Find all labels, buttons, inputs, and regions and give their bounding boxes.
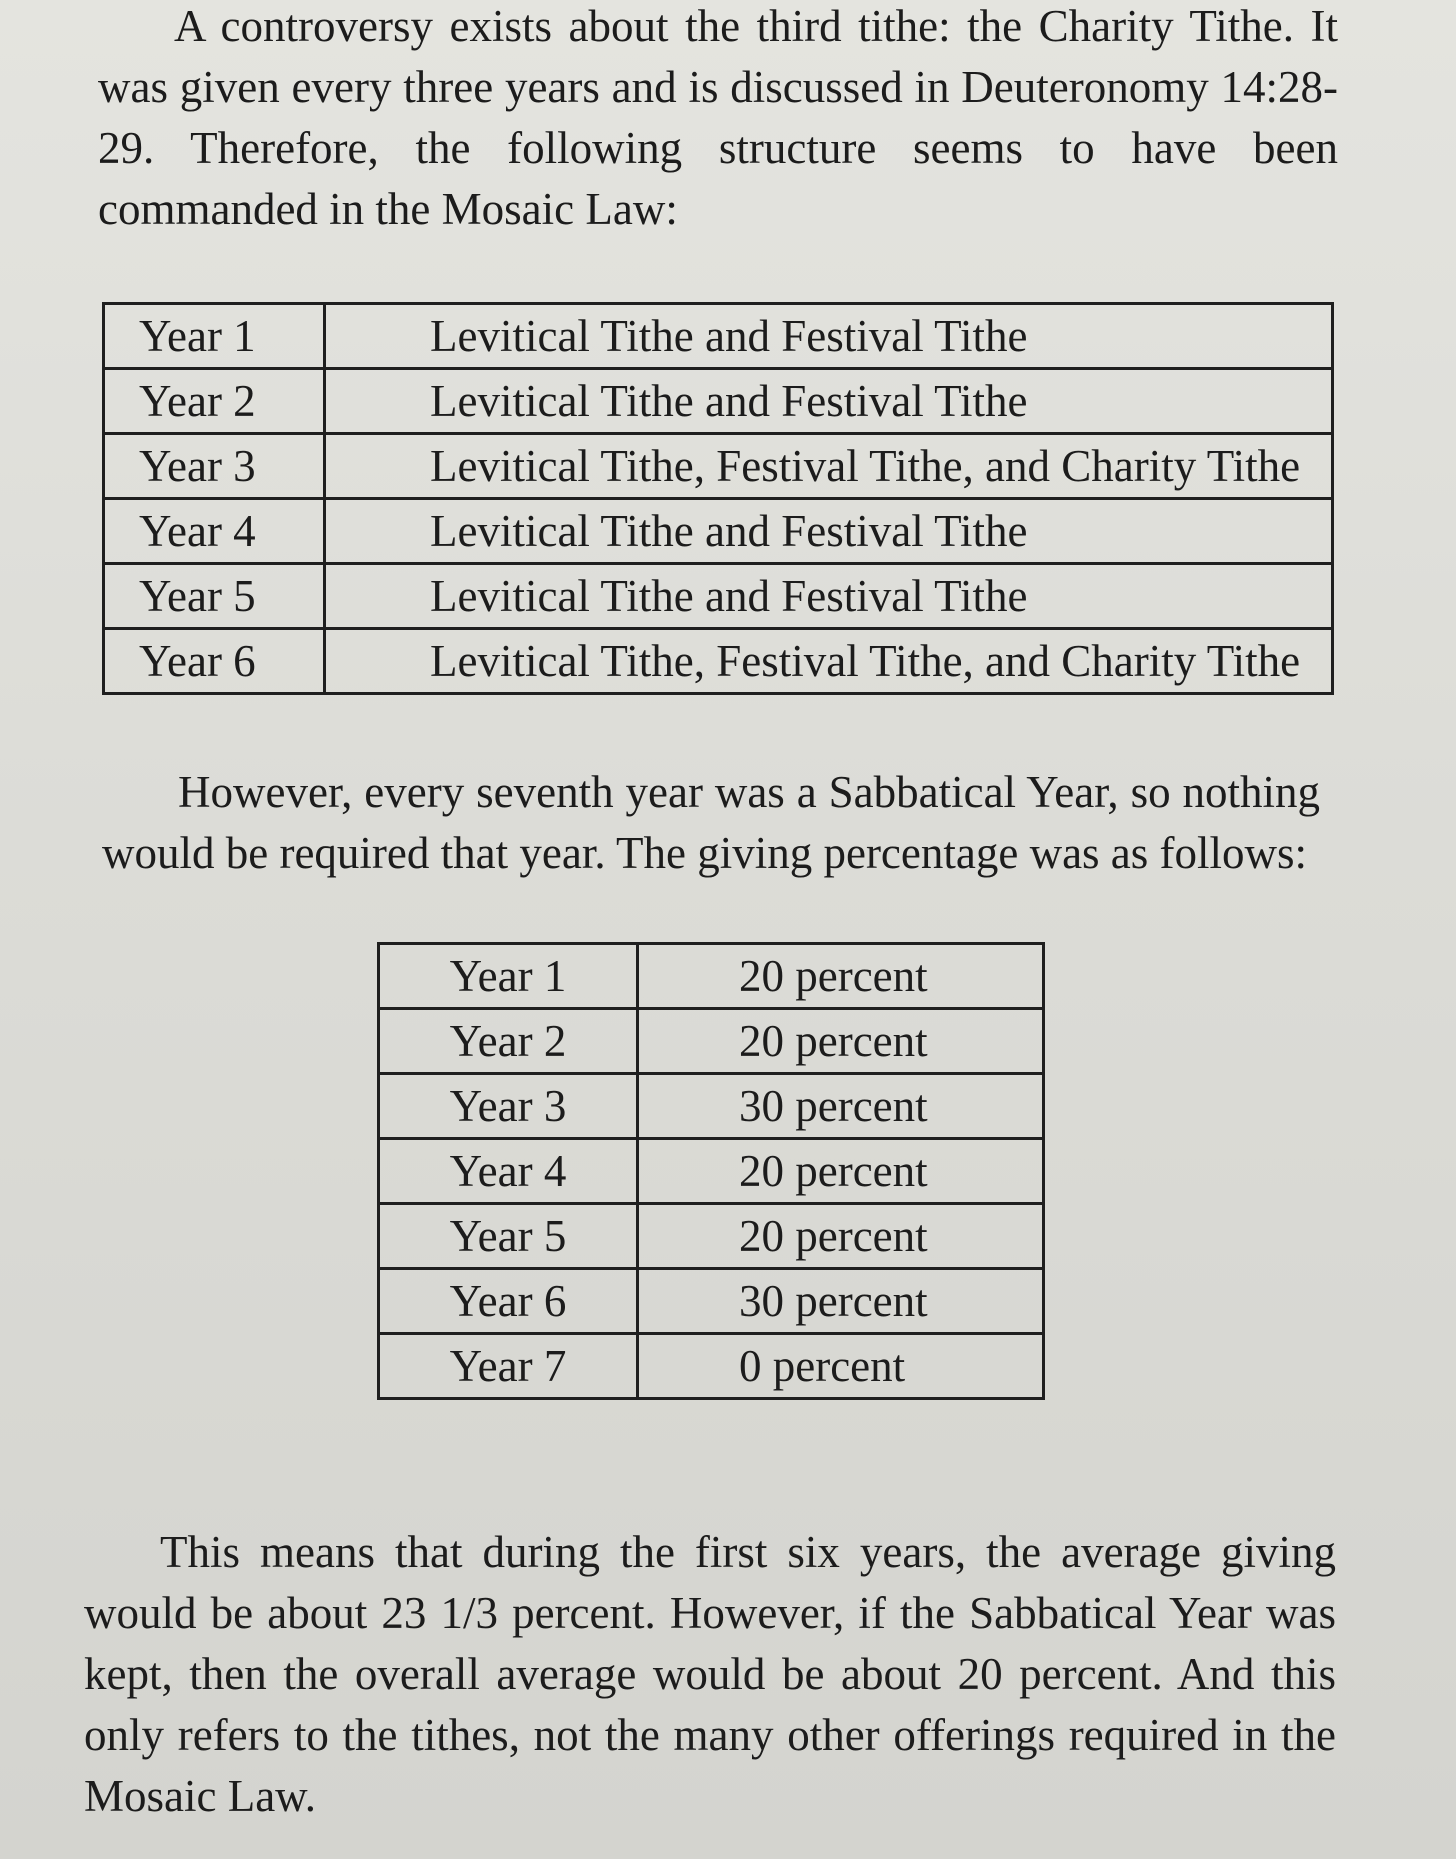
year-cell: Year 6	[379, 1269, 638, 1334]
year-cell: Year 6	[104, 629, 325, 694]
year-cell: Year 5	[104, 564, 325, 629]
percent-cell: 20 percent	[638, 944, 1044, 1009]
year-cell: Year 1	[104, 304, 325, 369]
percent-cell: 20 percent	[638, 1009, 1044, 1074]
tithes-cell: Levitical Tithe and Festival Tithe	[325, 369, 1333, 434]
sabbatical-paragraph: However, every seventh year was a Sabbatical Year, so nothing would be required that year. The giving percentage was as follows:	[102, 767, 1320, 878]
table-row	[379, 1074, 1044, 1139]
giving-percentage-table	[377, 942, 1045, 1400]
percent-cell: 20 percent	[638, 1139, 1044, 1204]
tithe-structure-table	[102, 302, 1334, 695]
percent-cell: 30 percent	[638, 1074, 1044, 1139]
table-row	[104, 629, 1333, 694]
table-row	[379, 1139, 1044, 1204]
intro-paragraph: A controversy exists about the third tithe: the Charity Tithe. It was given every three years and is discussed in Deuteronomy 14:28-29. Therefore, the following structure seems to have been commanded in the Mosaic Law:	[98, 1, 1338, 234]
tithes-cell: Levitical Tithe and Festival Tithe	[325, 304, 1333, 369]
table-row	[379, 1269, 1044, 1334]
year-cell: Year 1	[379, 944, 638, 1009]
table-row	[104, 304, 1333, 369]
table-row	[104, 564, 1333, 629]
table-row	[104, 434, 1333, 499]
year-cell: Year 2	[379, 1009, 638, 1074]
table-row	[379, 1204, 1044, 1269]
table-row	[104, 499, 1333, 564]
tithes-cell: Levitical Tithe and Festival Tithe	[325, 564, 1333, 629]
tithes-cell: Levitical Tithe, Festival Tithe, and Charity Tithe	[325, 629, 1333, 694]
table-row	[379, 1334, 1044, 1399]
year-cell: Year 4	[379, 1139, 638, 1204]
year-cell: Year 4	[104, 499, 325, 564]
percent-cell: 20 percent	[638, 1204, 1044, 1269]
tithes-cell: Levitical Tithe and Festival Tithe	[325, 499, 1333, 564]
table-row	[379, 1009, 1044, 1074]
table-row	[379, 944, 1044, 1009]
year-cell: Year 7	[379, 1334, 638, 1399]
tithes-cell: Levitical Tithe, Festival Tithe, and Charity Tithe	[325, 434, 1333, 499]
year-cell: Year 5	[379, 1204, 638, 1269]
year-cell: Year 3	[104, 434, 325, 499]
year-cell: Year 3	[379, 1074, 638, 1139]
percent-cell: 30 percent	[638, 1269, 1044, 1334]
year-cell: Year 2	[104, 369, 325, 434]
table-row	[104, 369, 1333, 434]
percent-cell: 0 percent	[638, 1334, 1044, 1399]
conclusion-paragraph: This means that during the first six years, the average giving would be about 23 1/3 percent. However, if the Sabbatical Year was kept, then the overall average would be about 20 percent. And this only refers to the tithes, not the many other offerings required in the Mosaic Law.	[84, 1527, 1336, 1821]
